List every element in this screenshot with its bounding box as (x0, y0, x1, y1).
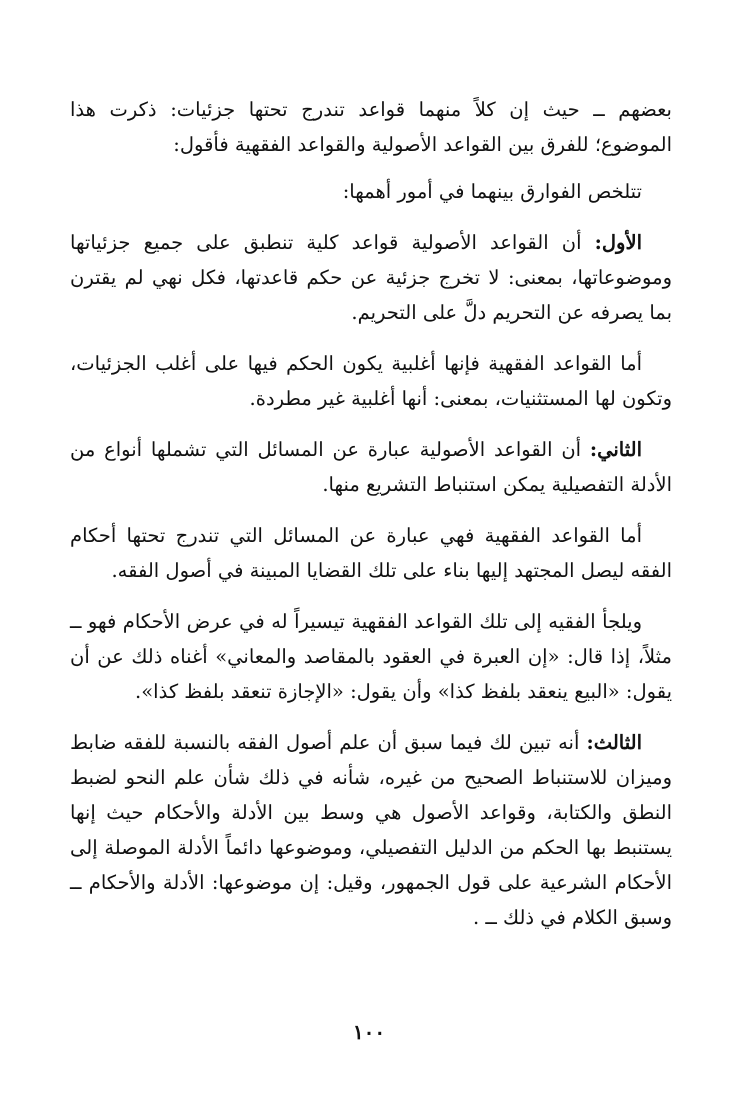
paragraph-text: أما القواعد الفقهية فإنها أغلبية يكون الحكم فيها على أغلب الجزئيات، وتكون لها المستثنيات، بمعنى: أنها أغلبية غير مطردة. (70, 352, 672, 410)
paragraph-fiqh-majority (70, 346, 672, 416)
paragraph-text: تتلخص الفوارق بينهما في أمور أهمها: (342, 180, 642, 203)
paragraph-text: أن القواعد الأصولية عبارة عن المسائل التي تشملها أنواع من الأدلة التفصيلية يمكن استنباط التشريع منها. (70, 438, 672, 496)
paragraph-text: بعضهم ــ حيث إن كلاً منهما قواعد تندرج تحتها جزئيات: ذكرت هذا الموضوع؛ للفرق بين القواعد الأصولية والقواعد الفقهية فأقول: (70, 98, 672, 156)
paragraph-summary (70, 174, 672, 209)
paragraph-third-difference (70, 725, 672, 935)
paragraph-faqih-example (70, 604, 672, 709)
page-number: ١٠٠ (352, 1020, 386, 1044)
paragraph-intro (70, 92, 672, 162)
page-body (70, 92, 672, 951)
paragraph-lead: الثاني: (589, 438, 642, 461)
paragraph-second-difference (70, 432, 672, 502)
paragraph-text: أن القواعد الأصولية قواعد كلية تنطبق على جميع جزئياتها وموضوعاتها، بمعنى: لا تخرج جزئية عن حكم قاعدتها، فكل نهي لم يقترن بما يصرفه عن التحريم دلَّ على التحريم. (70, 231, 672, 324)
paragraph-lead: الثالث: (586, 731, 642, 754)
paragraph-lead: الأول: (594, 231, 642, 254)
paragraph-text: ويلجأ الفقيه إلى تلك القواعد الفقهية تيسيراً له في عرض الأحكام فهو ــ مثلاً، إذا قال: «إن العبرة في العقود بالمقاصد والمعاني» أغناه ذلك عن أن يقول: «البيع ينعقد بلفظ كذا» وأن يقول: «الإجازة تنعقد بلفظ كذا». (70, 610, 672, 703)
paragraph-text: أنه تبين لك فيما سبق أن علم أصول الفقه بالنسبة للفقه ضابط وميزان للاستنباط الصحيح من غيره، شأنه في ذلك شأن علم النحو لضبط النطق والكتابة، وقواعد الأصول هي وسط بين الأدلة والأحكام حيث إنها يستنبط بها الحكم من الدليل التفصيلي، وموضوعها دائماً الأدلة الموصلة إلى الأحكام الشرعية على قول الجمهور، وقيل: إن موضوعها: الأدلة والأحكام ــ وسبق الكلام في ذلك ــ . (70, 731, 672, 929)
paragraph-text: أما القواعد الفقهية فهي عبارة عن المسائل التي تندرج تحتها أحكام الفقه ليصل المجتهد إليها بناء على تلك القضايا المبينة في أصول الفقه. (70, 524, 672, 582)
paragraph-fiqh-rules (70, 518, 672, 588)
paragraph-first-difference (70, 225, 672, 330)
